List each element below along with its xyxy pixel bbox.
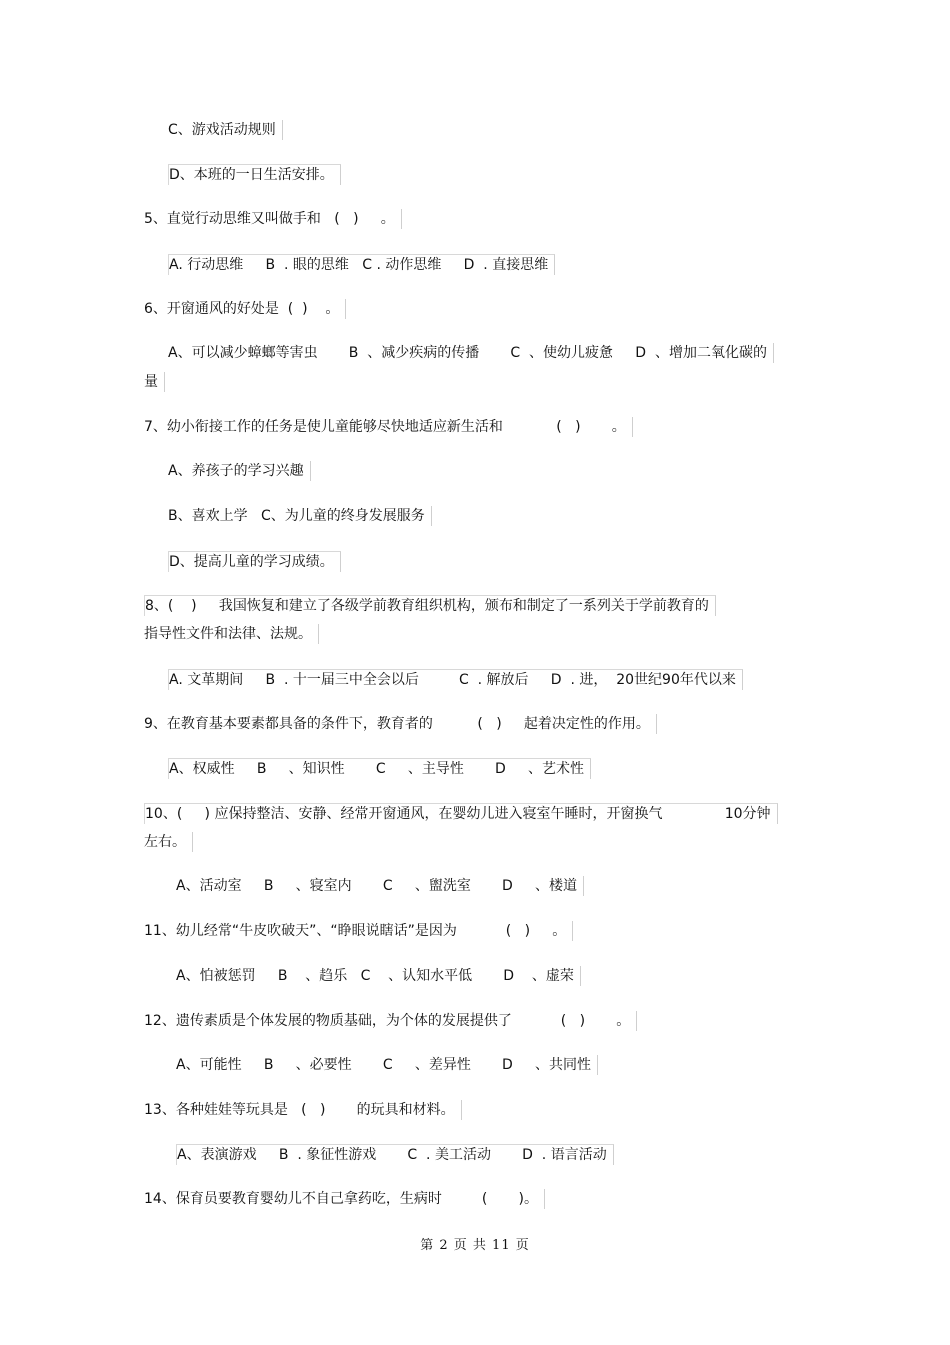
option-line: A、活动室 B 、寝室内 C 、盥洗室 D 、楼道: [176, 876, 584, 896]
option-line: A. 文革期间 B . 十一届三中全会以后 C . 解放后 D . 进， 20世纪90年代以来: [168, 669, 743, 690]
option-line: A、权威性 B 、知识性 C 、主导性 D 、艺术性: [168, 758, 591, 779]
question-line: 指导性文件和法律、法规。: [144, 624, 319, 644]
option-line: B、喜欢上学 C、为儿童的终身发展服务: [168, 506, 432, 526]
option-line: D、本班的一日生活安排。: [168, 164, 341, 185]
page-number-footer: 第 2 页 共 11 页: [420, 1238, 530, 1253]
question-line: 12、遗传素质是个体发展的物质基础，为个体的发展提供了 ( ) 。: [144, 1011, 637, 1031]
option-line: A、可以减少蟑螂等害虫 B 、减少疾病的传播 C 、使幼儿疲惫 D 、增加二氧化碳的: [168, 343, 774, 363]
question-line: 10、( ) 应保持整洁、安静、经常开窗通风，在婴幼儿进入寝室午睡时，开窗换气 10分钟: [144, 803, 778, 824]
question-line: 11、幼儿经常“牛皮吹破天”、“睁眼说瞎话”是因为 ( ) 。: [144, 921, 573, 941]
question-line: 8、( ) 我国恢复和建立了各级学前教育组织机构，颁布和制定了一系列关于学前教育的: [144, 595, 716, 616]
option-line: C、游戏活动规则: [168, 120, 283, 140]
option-line: A、养孩子的学习兴趣: [168, 461, 311, 481]
question-line: 左右。: [144, 832, 193, 852]
option-line: A. 行动思维 B . 眼的思维 C . 动作思维 D . 直接思维: [168, 254, 555, 275]
option-line: D、提高儿童的学习成绩。: [168, 551, 341, 572]
question-line: 13、各种娃娃等玩具是 ( ) 的玩具和材料。: [144, 1100, 462, 1120]
question-line: 9、在教育基本要素都具备的条件下，教育者的 ( ) 起着决定性的作用。: [144, 714, 657, 734]
question-line: 5、直觉行动思维又叫做手和 ( ) 。: [144, 209, 402, 229]
question-line: 6、开窗通风的好处是 ( ) 。: [144, 299, 346, 319]
option-line: A、表演游戏 B . 象征性游戏 C . 美工活动 D . 语言活动: [176, 1144, 614, 1165]
option-line: 量: [144, 372, 165, 392]
question-line: 7、幼小衔接工作的任务是使儿童能够尽快地适应新生活和 ( ) 。: [144, 417, 633, 437]
option-line: A、怕被惩罚 B 、趋乐 C 、认知水平低 D 、虚荣: [176, 966, 581, 986]
question-line: 14、保育员要教育婴幼儿不自己拿药吃，生病时 ( )。: [144, 1189, 545, 1209]
option-line: A、可能性 B 、必要性 C 、差异性 D 、共同性: [176, 1055, 598, 1075]
